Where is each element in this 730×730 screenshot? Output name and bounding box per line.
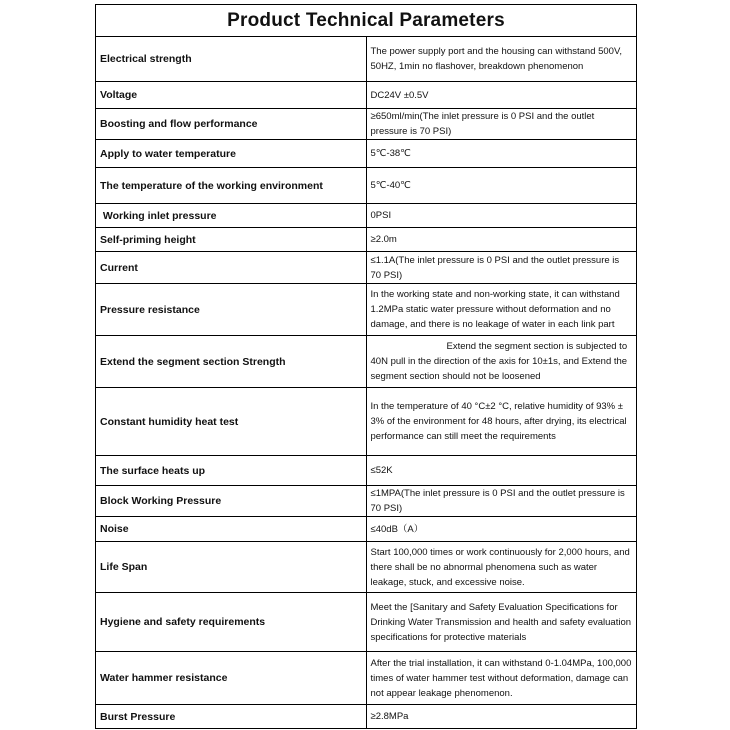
param-name: Constant humidity heat test xyxy=(96,388,367,456)
table-row xyxy=(96,82,637,109)
param-value: 5℃-38℃ xyxy=(366,140,637,168)
param-name: Boosting and flow performance xyxy=(96,109,367,140)
param-name: Current xyxy=(96,252,367,284)
param-value: ≥2.0m xyxy=(366,228,637,252)
param-value: ≤1.1A(The inlet pressure is 0 PSI and the outlet pressure is 70 PSI) xyxy=(366,252,637,284)
table-row xyxy=(96,284,637,336)
param-value: In the working state and non-working state, it can withstand 1.2MPa static water pressure without deformation and no damage, and there is no leakage of water in each link part xyxy=(366,284,637,336)
table-row xyxy=(96,252,637,284)
param-value: DC24V ±0.5V xyxy=(366,82,637,109)
param-value: After the trial installation, it can withstand 0-1.04MPa, 100,000 times of water hammer test without deformation, damage can not appear leakage phenomenon. xyxy=(366,652,637,705)
param-name: Life Span xyxy=(96,542,367,593)
table-row xyxy=(96,456,637,486)
param-name: Extend the segment section Strength xyxy=(96,336,367,388)
table-row xyxy=(96,388,637,456)
param-value: Meet the [Sanitary and Safety Evaluation Specifications for Drinking Water Transmission and health and safety evaluation specifications for protective materials xyxy=(366,593,637,652)
table-title: Product Technical Parameters xyxy=(96,5,637,37)
technical-parameters-table xyxy=(95,4,637,729)
param-name: Self-priming height xyxy=(96,228,367,252)
param-value: The power supply port and the housing can withstand 500V, 50HZ, 1min no flashover, breakdown phenomenon xyxy=(366,37,637,82)
table-row xyxy=(96,168,637,204)
param-value: ≥2.8MPa xyxy=(366,705,637,729)
table-row xyxy=(96,109,637,140)
table-row xyxy=(96,652,637,705)
param-value: ≤1MPA(The inlet pressure is 0 PSI and the outlet pressure is 70 PSI) xyxy=(366,486,637,517)
value-text: Extend the segment section is subjected to 40N pull in the direction of the axis for 10±1s, and Extend the segment section should not be loosened xyxy=(370,341,628,382)
table-row xyxy=(96,37,637,82)
param-name: Noise xyxy=(96,517,367,542)
param-name: Block Working Pressure xyxy=(96,486,367,517)
param-name: Electrical strength xyxy=(96,37,367,82)
table-row xyxy=(96,140,637,168)
param-value: ≥650ml/min(The inlet pressure is 0 PSI and the outlet pressure is 70 PSI) xyxy=(366,109,637,140)
table-row xyxy=(96,228,637,252)
param-name: The temperature of the working environment xyxy=(96,168,367,204)
param-value: Start 100,000 times or work continuously for 2,000 hours, and there shall be no abnormal phenomena such as water leakage, stuck, and excessive noise. xyxy=(366,542,637,593)
param-name: Hygiene and safety requirements xyxy=(96,593,367,652)
table-row xyxy=(96,705,637,729)
param-name: Burst Pressure xyxy=(96,705,367,729)
table-title-row xyxy=(96,5,637,37)
table-row xyxy=(96,517,637,542)
table-row xyxy=(96,542,637,593)
param-value: In the temperature of 40 °C±2 °C, relative humidity of 93% ± 3% of the environment for 48 hours, after drying, its electrical performance can still meet the requirements xyxy=(366,388,637,456)
param-name: The surface heats up xyxy=(96,456,367,486)
table-row xyxy=(96,593,637,652)
param-value: 5℃-40℃ xyxy=(366,168,637,204)
param-value: ≤40dB（A） xyxy=(366,517,637,542)
table-row xyxy=(96,486,637,517)
param-name: Apply to water temperature xyxy=(96,140,367,168)
table-row xyxy=(96,204,637,228)
param-name: Pressure resistance xyxy=(96,284,367,336)
param-name: Working inlet pressure xyxy=(96,204,367,228)
param-name: Voltage xyxy=(96,82,367,109)
param-value: ≤52K xyxy=(366,456,637,486)
param-value: 0PSI xyxy=(366,204,637,228)
param-name: Water hammer resistance xyxy=(96,652,367,705)
param-value xyxy=(366,336,637,388)
table-row xyxy=(96,336,637,388)
